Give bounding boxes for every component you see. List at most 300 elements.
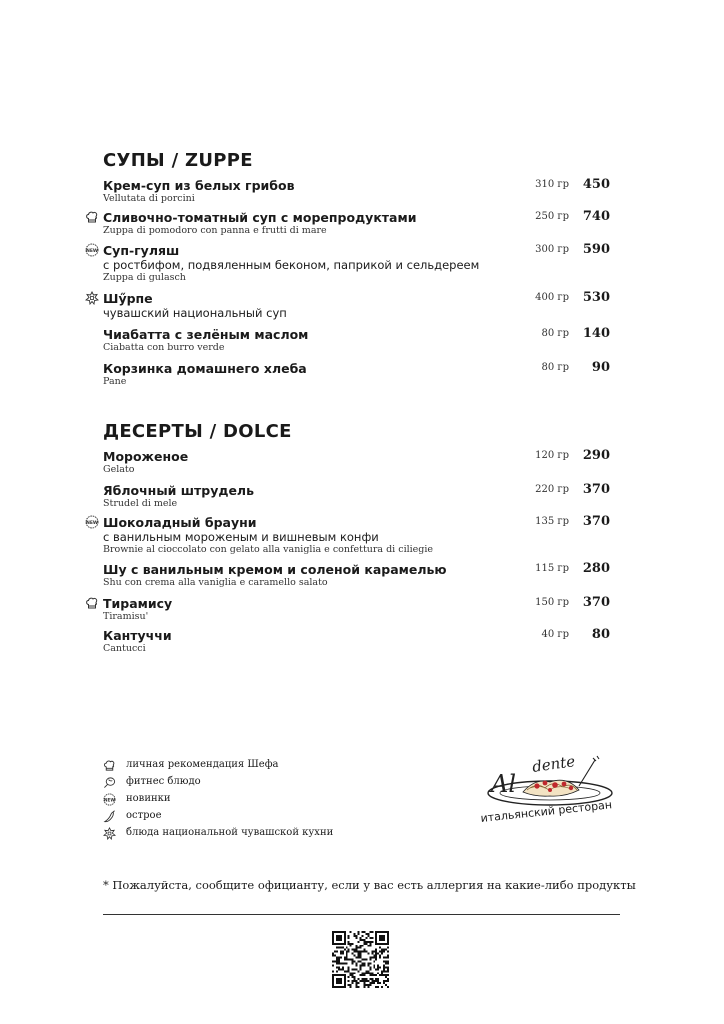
new-icon — [85, 515, 99, 529]
qr-module — [332, 960, 334, 962]
qr-module — [346, 970, 348, 972]
qr-module — [365, 933, 367, 935]
qr-module — [373, 974, 375, 976]
qr-module — [352, 980, 354, 982]
menu-item — [103, 596, 613, 622]
qr-module — [346, 947, 348, 949]
qr-module — [369, 941, 371, 943]
item-name: Кантуччи — [103, 628, 172, 643]
qr-module — [375, 957, 377, 959]
qr-module — [369, 959, 371, 961]
qr-module — [365, 959, 367, 961]
item-italian: Brownie al cioccolato con gelato alla vaniglia e confettura di ciliegie — [103, 544, 434, 555]
qr-module — [334, 974, 336, 976]
qr-module — [379, 947, 381, 949]
qr-module — [381, 986, 383, 988]
qr-module — [340, 962, 342, 964]
qr-module — [367, 972, 369, 974]
qr-module — [371, 941, 373, 943]
qr-module — [387, 970, 389, 972]
qr-module — [348, 966, 350, 968]
qr-module — [379, 974, 381, 976]
qr-module — [338, 982, 340, 984]
qr-module — [375, 943, 377, 945]
chuvash-ornament-icon — [85, 291, 99, 305]
qr-module — [373, 964, 375, 966]
qr-module — [336, 959, 338, 961]
qr-module — [338, 980, 340, 982]
qr-module — [363, 941, 365, 943]
item-name: Шӳрпе — [103, 291, 153, 306]
qr-module — [369, 957, 371, 959]
qr-module — [338, 959, 340, 961]
qr-module — [365, 937, 367, 939]
qr-module — [385, 970, 387, 972]
qr-module — [383, 982, 385, 984]
qr-module — [354, 980, 356, 982]
qr-module — [348, 984, 350, 986]
qr-module — [383, 951, 385, 953]
qr-module — [377, 982, 379, 984]
item-price: 90 — [591, 360, 610, 375]
qr-module — [363, 980, 365, 982]
item-name: Тирамису — [103, 596, 173, 611]
qr-module — [379, 931, 381, 933]
qr-module — [338, 966, 340, 968]
item-name: Суп-гуляш — [103, 243, 180, 258]
qr-module — [360, 960, 362, 962]
qr-module — [350, 986, 352, 988]
qr-module — [338, 931, 340, 933]
qr-module — [360, 939, 362, 941]
qr-module — [375, 953, 377, 955]
item-name: Мороженое — [103, 449, 189, 464]
qr-module — [371, 957, 373, 959]
qr-module — [360, 937, 362, 939]
qr-module — [354, 935, 356, 937]
qr-module — [361, 974, 363, 976]
qr-module — [340, 978, 342, 980]
qr-module — [338, 968, 340, 970]
qr-module — [358, 941, 360, 943]
qr-module — [360, 966, 362, 968]
item-italian: Vellutata di porcini — [103, 193, 195, 204]
qr-module — [387, 966, 389, 968]
qr-module — [340, 943, 342, 945]
qr-module — [371, 937, 373, 939]
logo-text-al: Al — [491, 770, 517, 798]
qr-module — [373, 980, 375, 982]
qr-module — [356, 986, 358, 988]
qr-module — [373, 960, 375, 962]
qr-module — [369, 945, 371, 947]
qr-module — [348, 951, 350, 953]
qr-module — [344, 935, 346, 937]
qr-module — [387, 980, 389, 982]
qr-module — [383, 935, 385, 937]
qr-module — [373, 957, 375, 959]
qr-module — [385, 960, 387, 962]
qr-module — [383, 960, 385, 962]
qr-module — [369, 943, 371, 945]
qr-module — [371, 978, 373, 980]
qr-module — [334, 951, 336, 953]
qr-module — [332, 964, 334, 966]
qr-module — [387, 951, 389, 953]
qr-module — [342, 953, 344, 955]
qr-module — [387, 957, 389, 959]
svg-text:NEW: NEW — [86, 249, 98, 254]
chef-hat-icon — [103, 759, 116, 772]
qr-module — [361, 964, 363, 966]
qr-module — [344, 962, 346, 964]
qr-module — [344, 939, 346, 941]
item-name: Корзинка домашнего хлеба — [103, 361, 307, 376]
logo-text-dente: dente — [531, 752, 577, 776]
qr-module — [336, 974, 338, 976]
qr-module — [369, 982, 371, 984]
qr-module — [363, 951, 365, 953]
qr-module — [383, 970, 385, 972]
menu-item — [103, 628, 613, 654]
qr-module — [350, 972, 352, 974]
qr-module — [367, 935, 369, 937]
fitness-icon — [103, 776, 116, 789]
qr-module — [358, 986, 360, 988]
qr-module — [365, 970, 367, 972]
qr-module — [342, 974, 344, 976]
qr-module — [383, 968, 385, 970]
qr-module — [352, 943, 354, 945]
qr-module — [371, 951, 373, 953]
qr-module — [350, 959, 352, 961]
qr-module — [340, 982, 342, 984]
qr-module — [348, 968, 350, 970]
qr-module — [332, 953, 334, 955]
qr-module — [352, 962, 354, 964]
qr-module — [346, 957, 348, 959]
qr-module — [373, 951, 375, 953]
qr-module — [387, 947, 389, 949]
qr-module — [340, 931, 342, 933]
qr-module — [385, 943, 387, 945]
qr-module — [367, 980, 369, 982]
qr-module — [344, 933, 346, 935]
qr-module — [379, 943, 381, 945]
qr-module — [336, 966, 338, 968]
qr-module — [375, 937, 377, 939]
qr-module — [379, 937, 381, 939]
qr-module — [344, 984, 346, 986]
qr-module — [360, 955, 362, 957]
qr-module — [334, 986, 336, 988]
item-italian: Pane — [103, 376, 127, 387]
item-weight: 80 гр — [541, 328, 569, 339]
qr-module — [350, 974, 352, 976]
item-price: 370 — [582, 595, 610, 610]
item-weight: 300 гр — [535, 244, 569, 255]
qr-module — [387, 974, 389, 976]
qr-module — [338, 962, 340, 964]
qr-module — [369, 962, 371, 964]
qr-module — [377, 966, 379, 968]
item-price: 740 — [582, 209, 610, 224]
item-price: 370 — [582, 482, 610, 497]
qr-module — [381, 951, 383, 953]
item-description: с ростбифом, подвяленным беконом, паприкой и сельдереем — [103, 258, 480, 272]
qr-module — [342, 931, 344, 933]
qr-module — [334, 931, 336, 933]
qr-module — [385, 976, 387, 978]
qr-module — [332, 982, 334, 984]
item-italian: Gelato — [103, 464, 135, 475]
qr-module — [367, 933, 369, 935]
qr-module — [381, 939, 383, 941]
qr-module — [348, 949, 350, 951]
item-weight: 250 гр — [535, 211, 569, 222]
item-italian: Zuppa di gulasch — [103, 272, 186, 283]
qr-module — [340, 935, 342, 937]
qr-module — [365, 980, 367, 982]
qr-module — [367, 984, 369, 986]
qr-module — [332, 933, 334, 935]
qr-module — [350, 945, 352, 947]
qr-module — [340, 986, 342, 988]
qr-module — [334, 955, 336, 957]
qr-module — [342, 986, 344, 988]
qr-module — [340, 939, 342, 941]
qr-module — [387, 941, 389, 943]
qr-module — [332, 984, 334, 986]
qr-module — [369, 978, 371, 980]
qr-module — [352, 968, 354, 970]
qr-module — [367, 970, 369, 972]
qr-module — [358, 953, 360, 955]
qr-module — [385, 974, 387, 976]
qr-module — [360, 951, 362, 953]
qr-module — [385, 931, 387, 933]
qr-module — [375, 931, 377, 933]
qr-module — [356, 964, 358, 966]
item-italian: Ciabatta con burro verde — [103, 342, 225, 353]
qr-module — [338, 943, 340, 945]
qr-module — [348, 976, 350, 978]
qr-module — [377, 953, 379, 955]
logo-caption: итальянский ресторан — [480, 798, 613, 825]
qr-module — [352, 976, 354, 978]
qr-module — [356, 968, 358, 970]
qr-module — [379, 951, 381, 953]
qr-module — [356, 980, 358, 982]
qr-module — [350, 931, 352, 933]
qr-module — [371, 972, 373, 974]
qr-module — [352, 972, 354, 974]
qr-module — [365, 941, 367, 943]
item-weight: 150 гр — [535, 597, 569, 608]
qr-module — [336, 947, 338, 949]
qr-module — [356, 951, 358, 953]
qr-module — [367, 986, 369, 988]
qr-module — [338, 974, 340, 976]
qr-module — [332, 978, 334, 980]
qr-module — [354, 972, 356, 974]
qr-module — [336, 957, 338, 959]
qr-module — [354, 960, 356, 962]
qr-module — [385, 949, 387, 951]
qr-module — [354, 978, 356, 980]
item-italian: Strudel di mele — [103, 498, 178, 509]
qr-module — [379, 939, 381, 941]
item-weight: 310 гр — [535, 179, 569, 190]
qr-module — [332, 970, 334, 972]
qr-module — [375, 959, 377, 961]
qr-module — [361, 935, 363, 937]
qr-module — [371, 953, 373, 955]
qr-module — [360, 953, 362, 955]
qr-module — [336, 962, 338, 964]
allergy-footnote: * Пожалуйста, сообщите официанту, если у вас есть аллергия на какие-либо продукты — [103, 878, 636, 892]
qr-module — [381, 970, 383, 972]
qr-module — [375, 980, 377, 982]
qr-module — [344, 931, 346, 933]
svg-text:NEW: NEW — [104, 797, 115, 803]
qr-module — [387, 933, 389, 935]
qr-module — [358, 933, 360, 935]
item-name: Шоколадный брауни — [103, 515, 257, 530]
qr-module — [344, 959, 346, 961]
qr-module — [344, 978, 346, 980]
qr-module — [367, 945, 369, 947]
menu-item — [86, 242, 613, 283]
qr-module — [352, 974, 354, 976]
qr-module — [361, 931, 363, 933]
qr-module — [383, 980, 385, 982]
qr-module — [375, 933, 377, 935]
qr-module — [363, 931, 365, 933]
qr-module — [387, 943, 389, 945]
item-italian: Cantucci — [103, 643, 146, 654]
qr-module — [375, 955, 377, 957]
qr-module — [332, 943, 334, 945]
qr-module — [344, 937, 346, 939]
qr-module — [383, 937, 385, 939]
qr-module — [332, 955, 334, 957]
item-italian: Zuppa di pomodoro con panna e frutti di mare — [103, 225, 327, 236]
qr-module — [369, 974, 371, 976]
qr-module — [371, 980, 373, 982]
new-icon — [103, 793, 116, 806]
qr-module — [365, 984, 367, 986]
legend-label: личная рекомендация Шефа — [126, 759, 279, 770]
legend-label: новинки — [126, 793, 171, 804]
qr-module — [383, 943, 385, 945]
qr-module — [358, 960, 360, 962]
qr-module — [387, 986, 389, 988]
qr-module — [369, 937, 371, 939]
item-italian: Tiramisu' — [103, 611, 149, 622]
qr-module — [344, 949, 346, 951]
qr-module — [358, 957, 360, 959]
qr-module — [358, 970, 360, 972]
legend-label: фитнес блюдо — [126, 776, 201, 787]
qr-module — [356, 935, 358, 937]
qr-module — [379, 982, 381, 984]
qr-module — [352, 959, 354, 961]
qr-module — [375, 974, 377, 976]
qr-module — [361, 980, 363, 982]
chili-icon — [103, 810, 116, 823]
menu-item — [103, 449, 613, 475]
qr-module — [342, 943, 344, 945]
qr-module — [373, 966, 375, 968]
svg-text:NEW: NEW — [86, 521, 98, 526]
qr-module — [336, 943, 338, 945]
menu-item — [103, 327, 613, 353]
qr-module — [342, 968, 344, 970]
qr-module — [346, 962, 348, 964]
qr-module — [375, 968, 377, 970]
qr-module — [365, 943, 367, 945]
qr-module — [361, 978, 363, 980]
menu-item — [86, 514, 613, 555]
item-weight: 120 гр — [535, 450, 569, 461]
qr-module — [385, 984, 387, 986]
qr-module — [360, 980, 362, 982]
qr-module — [332, 941, 334, 943]
qr-module — [352, 953, 354, 955]
qr-module — [350, 943, 352, 945]
qr-module — [363, 939, 365, 941]
qr-module — [354, 933, 356, 935]
qr-module — [387, 960, 389, 962]
item-weight: 220 гр — [535, 484, 569, 495]
qr-module — [342, 951, 344, 953]
legend-label: блюда национальной чувашской кухни — [126, 827, 334, 838]
qr-module — [348, 959, 350, 961]
qr-module — [373, 982, 375, 984]
qr-module — [346, 955, 348, 957]
qr-module — [363, 964, 365, 966]
legend-label: острое — [126, 810, 162, 821]
qr-module — [342, 947, 344, 949]
item-price: 450 — [582, 177, 610, 192]
qr-module — [383, 949, 385, 951]
qr-module — [340, 937, 342, 939]
qr-module — [350, 984, 352, 986]
qr-module — [381, 953, 383, 955]
qr-module — [352, 960, 354, 962]
section-title-soups: СУПЫ / ZUPPE — [103, 150, 253, 171]
qr-module — [340, 957, 342, 959]
qr-module — [361, 962, 363, 964]
item-name: Яблочный штрудель — [103, 483, 254, 498]
qr-module — [344, 976, 346, 978]
qr-module — [356, 957, 358, 959]
qr-module — [363, 949, 365, 951]
qr-module — [348, 935, 350, 937]
qr-module — [358, 931, 360, 933]
qr-module — [385, 962, 387, 964]
chef-hat-icon — [85, 596, 99, 610]
qr-module — [387, 968, 389, 970]
qr-module — [338, 939, 340, 941]
qr-module — [381, 949, 383, 951]
qr-module — [354, 949, 356, 951]
qr-module — [354, 976, 356, 978]
qr-module — [336, 931, 338, 933]
qr-module — [363, 974, 365, 976]
qr-module — [344, 970, 346, 972]
